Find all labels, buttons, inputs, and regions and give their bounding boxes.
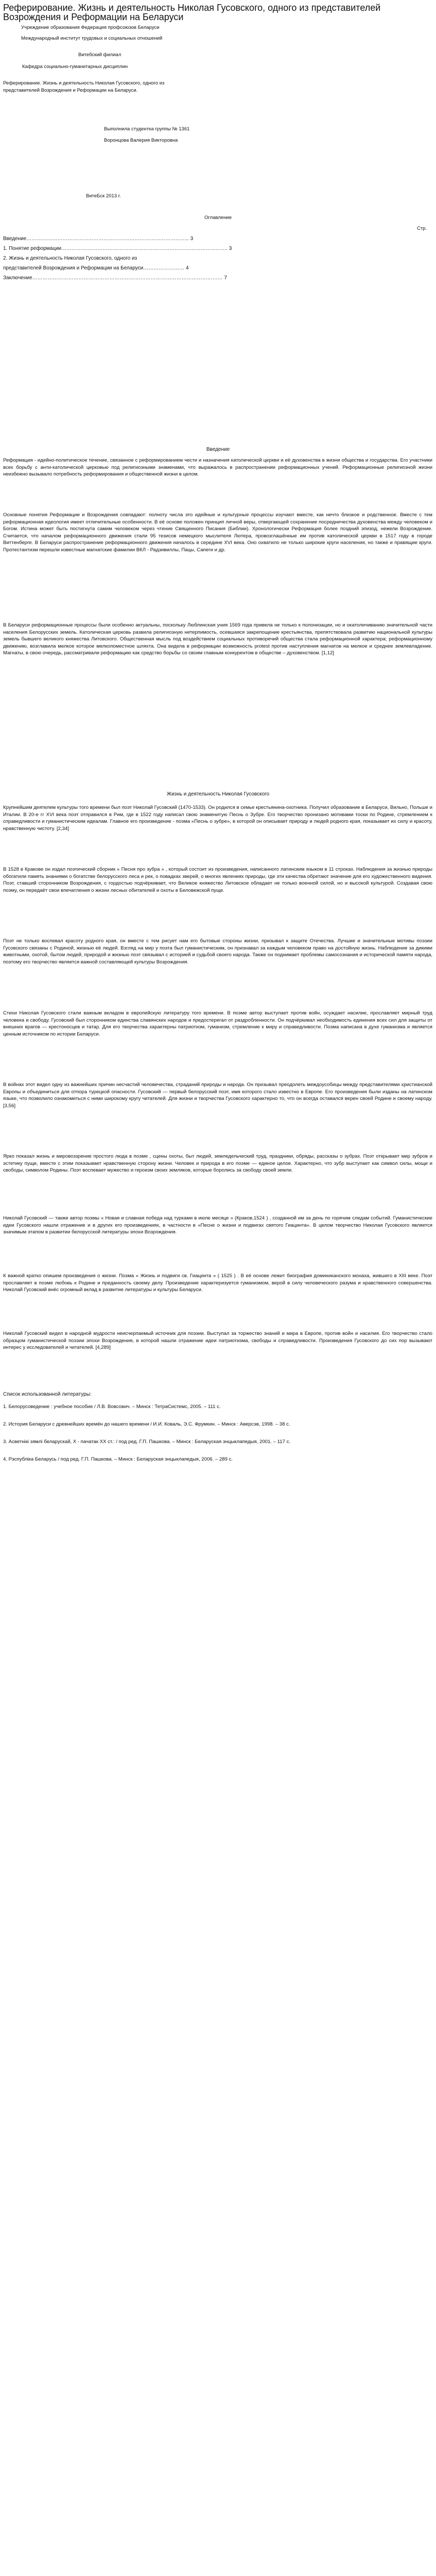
section-paragraph: Ярко показал жизнь и мировоззрение простого люда в поэме , сцены охоты, быт людей, земледельческий труд, праздники, обряды, рассказы о зубрах. Поэт открывает мир зубров и эстетику пущи, вместе с этим показывает нравственную сторону жизни. Человек и природа в его поэме — единое целое. Характерно, что зубр выступает как символ силы, мощи и свободы, символом Родины. Поэт воспевает мужество и героизм своих земляков, которые боролись за свободу своей земли. <box>3 1154 432 1174</box>
reference-item: 2. История Беларуси с древнейших времён до нашего времени / И.И. Коваль, Э.С. Фрумкин. – Минск : Аверсэв, 1998. – 38 с. <box>3 1421 290 1427</box>
section-heading: Жизнь и деятельность Николая Гусовского <box>166 791 270 797</box>
performer-name: Воронцова Валерия Викторовна <box>104 138 178 143</box>
section-paragraph: Николай Гусовский видел в народной мудрости неисчерпаемый источник для поэзии. Выступал за торжество знаний и мира в Европе, против войн и насилия. Его творчество стало образцом гуманистической поэзии эпохи Возрождения, в которой нашли отражение идеи патриотизма, свободы и справедливости. Произведения Гусовского до сих пор вызывают интерес у исследователей и читателей. [4,289] <box>3 1331 432 1351</box>
section-paragraph: Поэт не только воспевал красоту родного края, он вместе с тем рисует нам его бытовые стороны жизни, призывал к защите Отечества. Лучшие и значительные мотивы поэзии Гусовского связаны с Родиной, жизнью её людей. Взгляд на мир у поэта был гуманистическим, он признавал за каждым человеком право на достойную жизнь. Наблюдение за дикими животными, охотой, бытом людей, природой и жизнью поэт связывал с историей и судьбой своего народа. Также он поднимает проблемы самосознания и исторической памяти народа, поэтому его творчество является важной составляющей культуры Возрождения. <box>3 938 432 965</box>
intro-paragraph: Основные понятия Реформации и Возрождения совпадают: полноту числа это идейные и культурные процессы изучают вместе, как нечто близкое и родственное. Вместе с тем реформационная идеология имеет отличительные особенности. В её основе положен принцип личной веры, отвергающей сохранение посредничества духовенства между человеком и Богом. Истина может быть постигнута самим человеком через чтение Священного Писания (Библии). Хронологически Реформация более поздний эпизод, нежели Возрождение. Считается, что началом реформационного движения стали 95 тезисов немецкого мыслителя Лютера, провозглашённые им против католической церкви в 1517 году в городе Виттенберге. В Беларуси распространение реформационного движения началось в середине XVI века. Оно охватило не только широкие круги населения, но также и правящие круги. Протестантизм перешли известные магнатские фамилии ВКЛ - Радзивиллы, Пацы, Сапеги и др. <box>3 512 432 553</box>
intro-paragraph: Реформация - идейно-политическое течение, связанное с реформированием чести и назначения католической церкви и её духовенства в жизни общества и государства. Его участники всех борьбу с анти-католической церковью под религиозными знаменами, что выражалось в распространении реформационных учений. Реформационные религиозной жизни неизбежно вызывало потребность реформирования и общественной жизни в целом. <box>3 457 432 478</box>
section-paragraph: Крупнейшим деятелем культуры того времени был поэт Николай Гусовский (1470-1533). Он родился в семье крестьянина-охотника. Получил образование в Беларуси, Вильно, Польше и Италии. В 20-е гг XVI века поэт отправился в Рим, где в 1522 году написал свою знаменитую Песнь о Зубре. Его творчество пронизано мотивами тоски по Родине, стремлением к справедливости и гуманистическим идеалам. Главное его произведение - поэма «Песнь о зубре», в которой он описывает природу и людей родного края, показывает их силу и красоту, нравственную чистоту. [2,34] <box>3 805 432 832</box>
toc-entry[interactable] <box>3 235 432 243</box>
toc-entry-page: 3 <box>229 246 232 251</box>
toc-entry[interactable] <box>3 255 432 262</box>
toc-entry-label: Заключение <box>3 275 32 281</box>
toc-entry-page: 4 <box>186 265 189 271</box>
section-paragraph: К важной кратко опишем произведения о жизни. Поэма « Жизнь и подвиги св. Гиацинта » ( 1525 ) . В её основе лежит биография доминиканского монаха, жившего в XIII веке. Поэт прославляет в поэме любовь к Родине и преданность своему делу. Произведение характеризуется гуманизмом, верой в силу человеческого разума и нравственного совершенства. Николай Гусовский внёс огромный вклад в развитие литературы и культуры Беларуси. <box>3 1273 432 1293</box>
section-paragraph: Николай Гусовский — также автор поэмы « Новая и славная победа над турками в июле месяце » (Краков,1524 ) , созданной им за день по горячим следам событий. Гуманистические идеи Гусовского нашли отражение и в других его произведениях, в частности в «Песне о жизни и подвигах святого Гиацинта». В целом творчество Николая Гусовского является значимым этапом в развитии белорусской литературы эпохи Возрождения. <box>3 1215 432 1235</box>
toc-entry-label: представителей Возрождения и Реформации на Беларуси <box>3 265 144 271</box>
section-paragraph: В войнах этот видел одну из важнейших причин несчастий человечества, страданий природы и народа. Он призывал преодолеть междоусобицы между представителями христианской Европы и объединиться для отпора турецкой опасности. Гусовский — первый белорусский поэт, имя которого стало известно в Европе. Его произведения были изданы на латинском языке, что позволило ознакомиться с ними широкому кругу читателей. Для жизни и творчества Гусовского характерно то, что он всегда оставался верен своей Родине и своему народу. [3,56] <box>3 1082 432 1109</box>
institution-line-1: Учреждение образования Федерация профсоюзов Беларуси <box>21 25 160 30</box>
toc-entry-dots: ………………………………………………………………………………………………… <box>32 275 223 281</box>
toc-entry-page: 7 <box>224 275 227 281</box>
branch-name: Витебский филиал <box>78 52 121 58</box>
toc-entry[interactable] <box>3 265 432 272</box>
toc-entry-page: 3 <box>190 236 194 242</box>
toc-entry-label: Введение <box>3 236 27 242</box>
intro-heading: Введение <box>206 447 230 452</box>
toc-entry-dots: …………………… <box>143 265 185 271</box>
reference-item: 3. Асветнікі зямлі беларускай, X - пачатак XX ст.: / под ред. Г.П. Пашкова. – Минск : Беларуская энцыклапедыя, 2001. – 117 с. <box>3 1439 291 1445</box>
topic-text: Реферирование. Жизнь и деятельность Николая Гусовского, одного из представителей Возрождения и Реформации на Беларуси. <box>3 80 165 93</box>
toc-page-column: Стр. <box>417 226 427 231</box>
toc-heading: Оглавление <box>204 215 232 221</box>
reference-item: 4. Рэспубліка Беларусь / под ред. Г.П. Пашкова. – Минск : Беларуская энцыклапедыя, 2006. – 289 с. <box>3 1456 233 1462</box>
toc-entry-dots: ……………………………………………………………………………………. <box>61 246 228 251</box>
reference-item: 1. Белорусоведение : учебное пособие / Л.В. Вовсович. – Минск : ТетраСистемс, 2005. – 111 с. <box>3 1404 221 1410</box>
department-name: Кафедра социально-гуманитарных дисциплин <box>22 64 128 70</box>
toc-entry-label: 2. Жизнь и деятельность Николая Гусовского, одного из <box>3 256 137 261</box>
section-paragraph: В 1528 в Кракове он издал поэтический сборник « Песня про зубра » , который состоит из произведения, написанного латинским языком в 11 строках. Наблюдения за жизнью природы обогатили память знаниями о богатстве белорусского леса и рек, о повадках зверей, о многих явлениях природы, где эти качества обретают значение для его художественного видения. Поэт, ставший сторонником Возрождения, с гордостью подчёркивает, что Великое княжество Литовское обладает не только военной силой, но и высокой культурой. Создавая свою поэму, он передаёт свои впечатления о жизни лесных обитателей и охоты в Беловежской пуще. <box>3 867 432 893</box>
toc-entry[interactable] <box>3 245 432 252</box>
document-title: Реферирование. Жизнь и деятельность Николая Гусовского, одного из представителей Возрождения и Реформации на Беларуси <box>3 3 381 22</box>
toc-entry[interactable] <box>3 275 432 282</box>
toc-entry-dots: ………………………………………………………………………………….. <box>26 236 189 242</box>
city-year: ВитеБск 2013 г. <box>86 193 121 199</box>
toc-entry-label: 1. Понятие реформации <box>3 246 62 251</box>
intro-paragraph: В Беларуси реформационные процессы были особенно актуальны, поскольку Люблинская уния 1569 года привела не только к полонизации, но и окатоличиванию значительной части населения Белорусских земель. Католическая церковь развила религиозную нетерпимость, осевшаяся закрепощение крестьянства, препятствовала развитию национальной культуры земель бывшего великого княжества Литовского. Общественная мысль под воздействием социальных противоречий общества стала реформационной характера; реформационному движению, возглавила мелкое которое мелкопоместное шляхта. Она видела в реформации возможность protest против наступления магнатов на мелкое и среднее землевладение. Магнаты, в свою очередь, рассматривали реформацию как средство борьбы со своим главным конкурентом в обществе – духовенством. [1,12] <box>3 622 432 656</box>
performer-line: Выполнила студентка группы № 1361 <box>104 126 190 132</box>
section-paragraph: Стихи Николая Гусовского стали важным вкладом в европейскую литературу того времени. В поэме автор выступает против войн, осуждает насилие, прославляет мирный труд человека и свободу. Гусовский был сторонником единства славянских народов и предостерегал от раздробленности. Он подчёркивал необходимость единения всех сил для защиты от внешних врагов — крестоносцев и татар. Для его творчества характерны патриотизм, гуманизм, стремление к миру и справедливости. Поэма написана в духе гуманизма и является ценным источником по истории Беларуси. <box>3 1010 432 1037</box>
references-heading: Список использованной литературы: <box>3 1392 92 1397</box>
institution-line-2: Международный институт трудовых и социальных отношений <box>21 36 163 41</box>
